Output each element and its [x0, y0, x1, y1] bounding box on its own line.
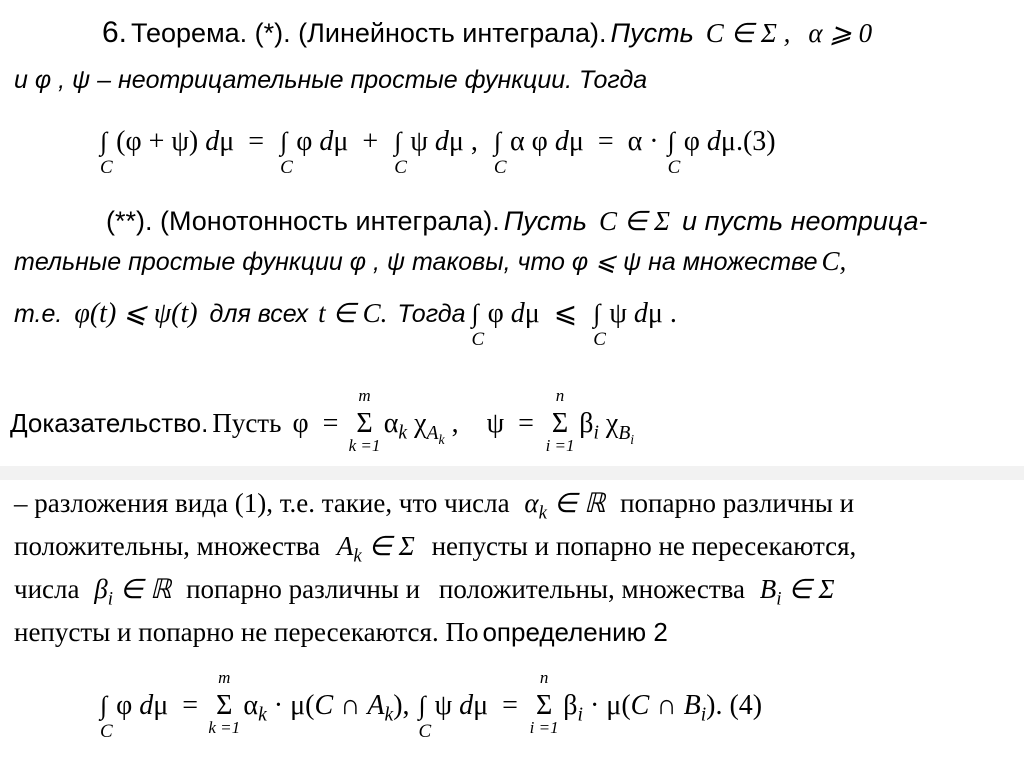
- formula-3: ∫ C (φ + ψ) dμ = ∫ C φ dμ + ∫ C ψ dμ , ∫ C α φ dμ = α · ∫ C φ dμ.(3): [100, 126, 776, 178]
- a-k-in-sigma: $A_k$ ∈ Σ: [336, 531, 415, 567]
- monotonicity-cond: C ∈ Σ: [598, 206, 671, 236]
- integral-sign: ∫ C: [471, 299, 485, 350]
- monotonicity-then: Тогда: [397, 300, 466, 328]
- monotonicity-ineq: φ(t) ⩽ ψ(t): [74, 298, 198, 329]
- body-line3-a: числа: [14, 574, 80, 604]
- body-line1: [14, 488, 854, 524]
- monotonicity-line2: [14, 246, 846, 277]
- integral-sign: ∫ C: [280, 127, 293, 178]
- separator-band: [0, 466, 1024, 480]
- integral-sign: ∫ C: [100, 127, 113, 178]
- theorem-cond-c: C ∈ Σ ,: [705, 18, 791, 48]
- proof-head: Доказательство.: [10, 408, 209, 438]
- sum-sign: m Σ k =1: [348, 386, 381, 455]
- theorem-line2: и φ , ψ – неотрицательные простые функции. Тогда: [14, 66, 648, 94]
- sum-sign: m Σ k =1: [208, 668, 241, 737]
- body-line4-a: непусты и попарно не пересекаются. По: [14, 617, 479, 647]
- sum-sign: n Σ i =1: [529, 668, 559, 737]
- body-line1-a: – разложения вида (1), т.е. такие, что числа: [14, 488, 510, 518]
- body-line3: [14, 574, 835, 610]
- body-line2-a: положительны, множества: [14, 531, 321, 561]
- body-line3-c: положительны, множества: [438, 574, 746, 604]
- body-line4-b: определению 2: [482, 617, 668, 647]
- beta-i-in-r: $\beta_i$ ∈ ℝ: [94, 574, 172, 610]
- monotonicity-line2-text: тельные простые функции φ , ψ таковы, что φ ⩽ ψ на множестве: [14, 248, 818, 276]
- proof-let: Пусть: [212, 408, 282, 438]
- formula-4: ∫ C φ dμ = m Σ k =1 $\alpha_k \cdot \mu(C$ ∩ $A_k$), ∫ C ψ dμ = n Σ i =1 $\beta_i \cdot \mu(C$ ∩ $B_i$). (4): [100, 668, 763, 742]
- monotonicity-integrals: ∫ C φ dμ ⩽ ∫ C ψ dμ .: [471, 298, 677, 350]
- theorem-title: Теорема. (*). (Линейность интеграла).: [131, 18, 607, 48]
- monotonicity-title: (**). (Монотонность интеграла).: [106, 206, 500, 236]
- body-line2-b: непусты и попарно не пересекаются,: [431, 531, 857, 561]
- theorem-let: Пусть: [610, 18, 694, 48]
- theorem-heading: [102, 16, 872, 50]
- monotonicity-let: Пусть: [503, 206, 587, 236]
- theorem-cond-alpha: α ⩾ 0: [808, 18, 873, 48]
- theorem-number: 6.: [102, 16, 128, 49]
- proof-line: [10, 386, 635, 455]
- monotonicity-t-in-c: t ∈ C.: [318, 298, 388, 328]
- monotonicity-ie: т.е.: [14, 300, 63, 328]
- body-line3-b: попарно различны и: [186, 574, 421, 604]
- integral-sign: ∫ C: [493, 127, 507, 178]
- integral-sign: ∫ C: [667, 127, 681, 178]
- body-line2: [14, 531, 856, 567]
- integral-sign: ∫ C: [418, 691, 432, 742]
- monotonicity-line1-end: и пусть неотрица-: [682, 206, 928, 236]
- monotonicity-line1: [106, 206, 927, 237]
- integral-sign: ∫ C: [593, 299, 606, 350]
- alpha-k-in-r: $\alpha_k$ ∈ ℝ: [524, 488, 606, 524]
- body-line1-b: попарно различны и: [620, 488, 855, 518]
- integral-sign: ∫ C: [394, 127, 407, 178]
- proof-decompositions: φ = m Σ k =1 $\alpha_k$ $\chi_{A_k}$ , ψ = n Σ i =1 $\beta_i$ $\chi_{B_i}$: [285, 386, 635, 455]
- monotonicity-line2-end: C,: [821, 246, 847, 276]
- sum-sign: n Σ i =1: [545, 386, 575, 455]
- monotonicity-forall: для всех: [209, 300, 309, 328]
- integral-sign: ∫ C: [100, 691, 113, 742]
- monotonicity-line3: [14, 296, 677, 350]
- eq4-label: . (4): [715, 690, 763, 721]
- eq3-label: .(3): [735, 126, 776, 157]
- b-i-in-sigma: $B_i$ ∈ Σ: [759, 574, 835, 610]
- body-line4: [14, 617, 668, 648]
